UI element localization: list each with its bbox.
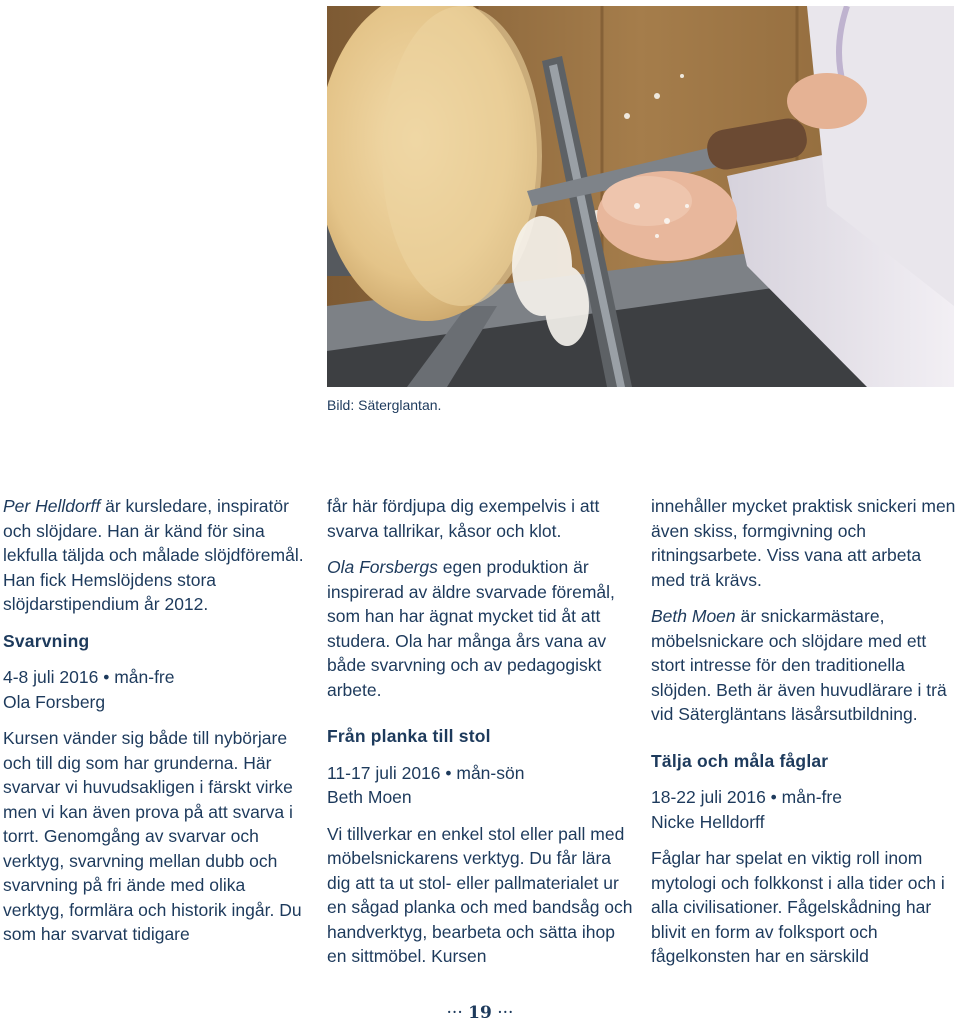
column-1 [3,494,308,947]
course-teacher: Ola Forsberg [3,691,106,712]
page-number [0,1003,960,1023]
photo-caption: Bild: Säterglantan. [327,397,442,413]
page-number-value: 19 [468,1003,492,1023]
column-3 [651,494,956,969]
person-name: Beth Moen [651,606,736,626]
lathe-photo [327,6,954,387]
course-title: Svarvning [3,630,90,651]
course-title: Från planka till stol [327,726,491,746]
woodturning-illustration [327,6,954,387]
bio-paragraph: Beth Moen är snickarmästare, möbelsnickare och slöjdare med ett stort intresse för den traditionella slöjden. Beth är även huvudlärare i trä vid Sätergläntans läsårsutbildning. [651,606,947,724]
course-description: Vi tillverkar en enkel stol eller pall med möbelsnickarens verktyg. Du får lära dig att ta ut stol- eller pallmaterialet ur en sågad planka och med bandsåg och handverktyg, bearbeta och sätta ihop en sittmöbel. Kursen [327,823,633,966]
course-description: Fåglar har spelat en viktig roll inom mytologi och folkkonst i alla tider och i alla civilisationer. Fågelskådning har blivit en form av folksport och fågelkonsten har en särskild [651,848,945,966]
course-description: Kursen vänder sig både till nybörjare och till dig som har grunderna. Här svarvar vi huvudsakligen i färskt virke men vi kan även prova på att svarva i torrt. Genomgång av svarvar och verktyg, svarvning mellan dubb och svarvning på fri ände med olika verktyg, formlära och historik ingår. Du som har svarvat tidigare [3,728,302,944]
column-2 [327,494,637,969]
course-teacher: Nicke Helldorff [651,811,765,832]
course-title: Tälja och måla fåglar [651,750,829,771]
course-date: 4-8 juli 2016 • mån-fre [3,667,175,687]
person-name: Ola Forsbergs [327,557,438,577]
ornament-right: ··· [497,1003,514,1023]
continued-paragraph: innehåller mycket praktisk snickeri men även skiss, formgivning och ritningsarbete. Viss vana att arbeta med trä krävs. [651,496,956,590]
person-name: Per Helldorff [3,496,101,516]
ornament-left: ··· [446,1003,463,1023]
intro-paragraph: Per Helldorff är kursledare, inspiratör och slöjdare. Han är känd för sina lekfulla täljda och målade slöjdföremål. Han fick Hemslöjdens stora slöjdarstipendium år 2012. [3,496,304,614]
continued-paragraph: får här fördjupa dig exempelvis i att svarva tallrikar, kåsor och klot. [327,496,600,541]
course-date: 18-22 juli 2016 • mån-fre [651,787,842,807]
course-date: 11-17 juli 2016 • mån-sön [327,762,525,783]
course-teacher: Beth Moen [327,787,412,807]
bio-paragraph: Ola Forsbergs egen produktion är inspirerad av äldre svarvade föremål, som han har ägnat mycket tid åt att studera. Ola har många års vana av både svarvning och av pedagogiskt arbete. [327,557,615,700]
